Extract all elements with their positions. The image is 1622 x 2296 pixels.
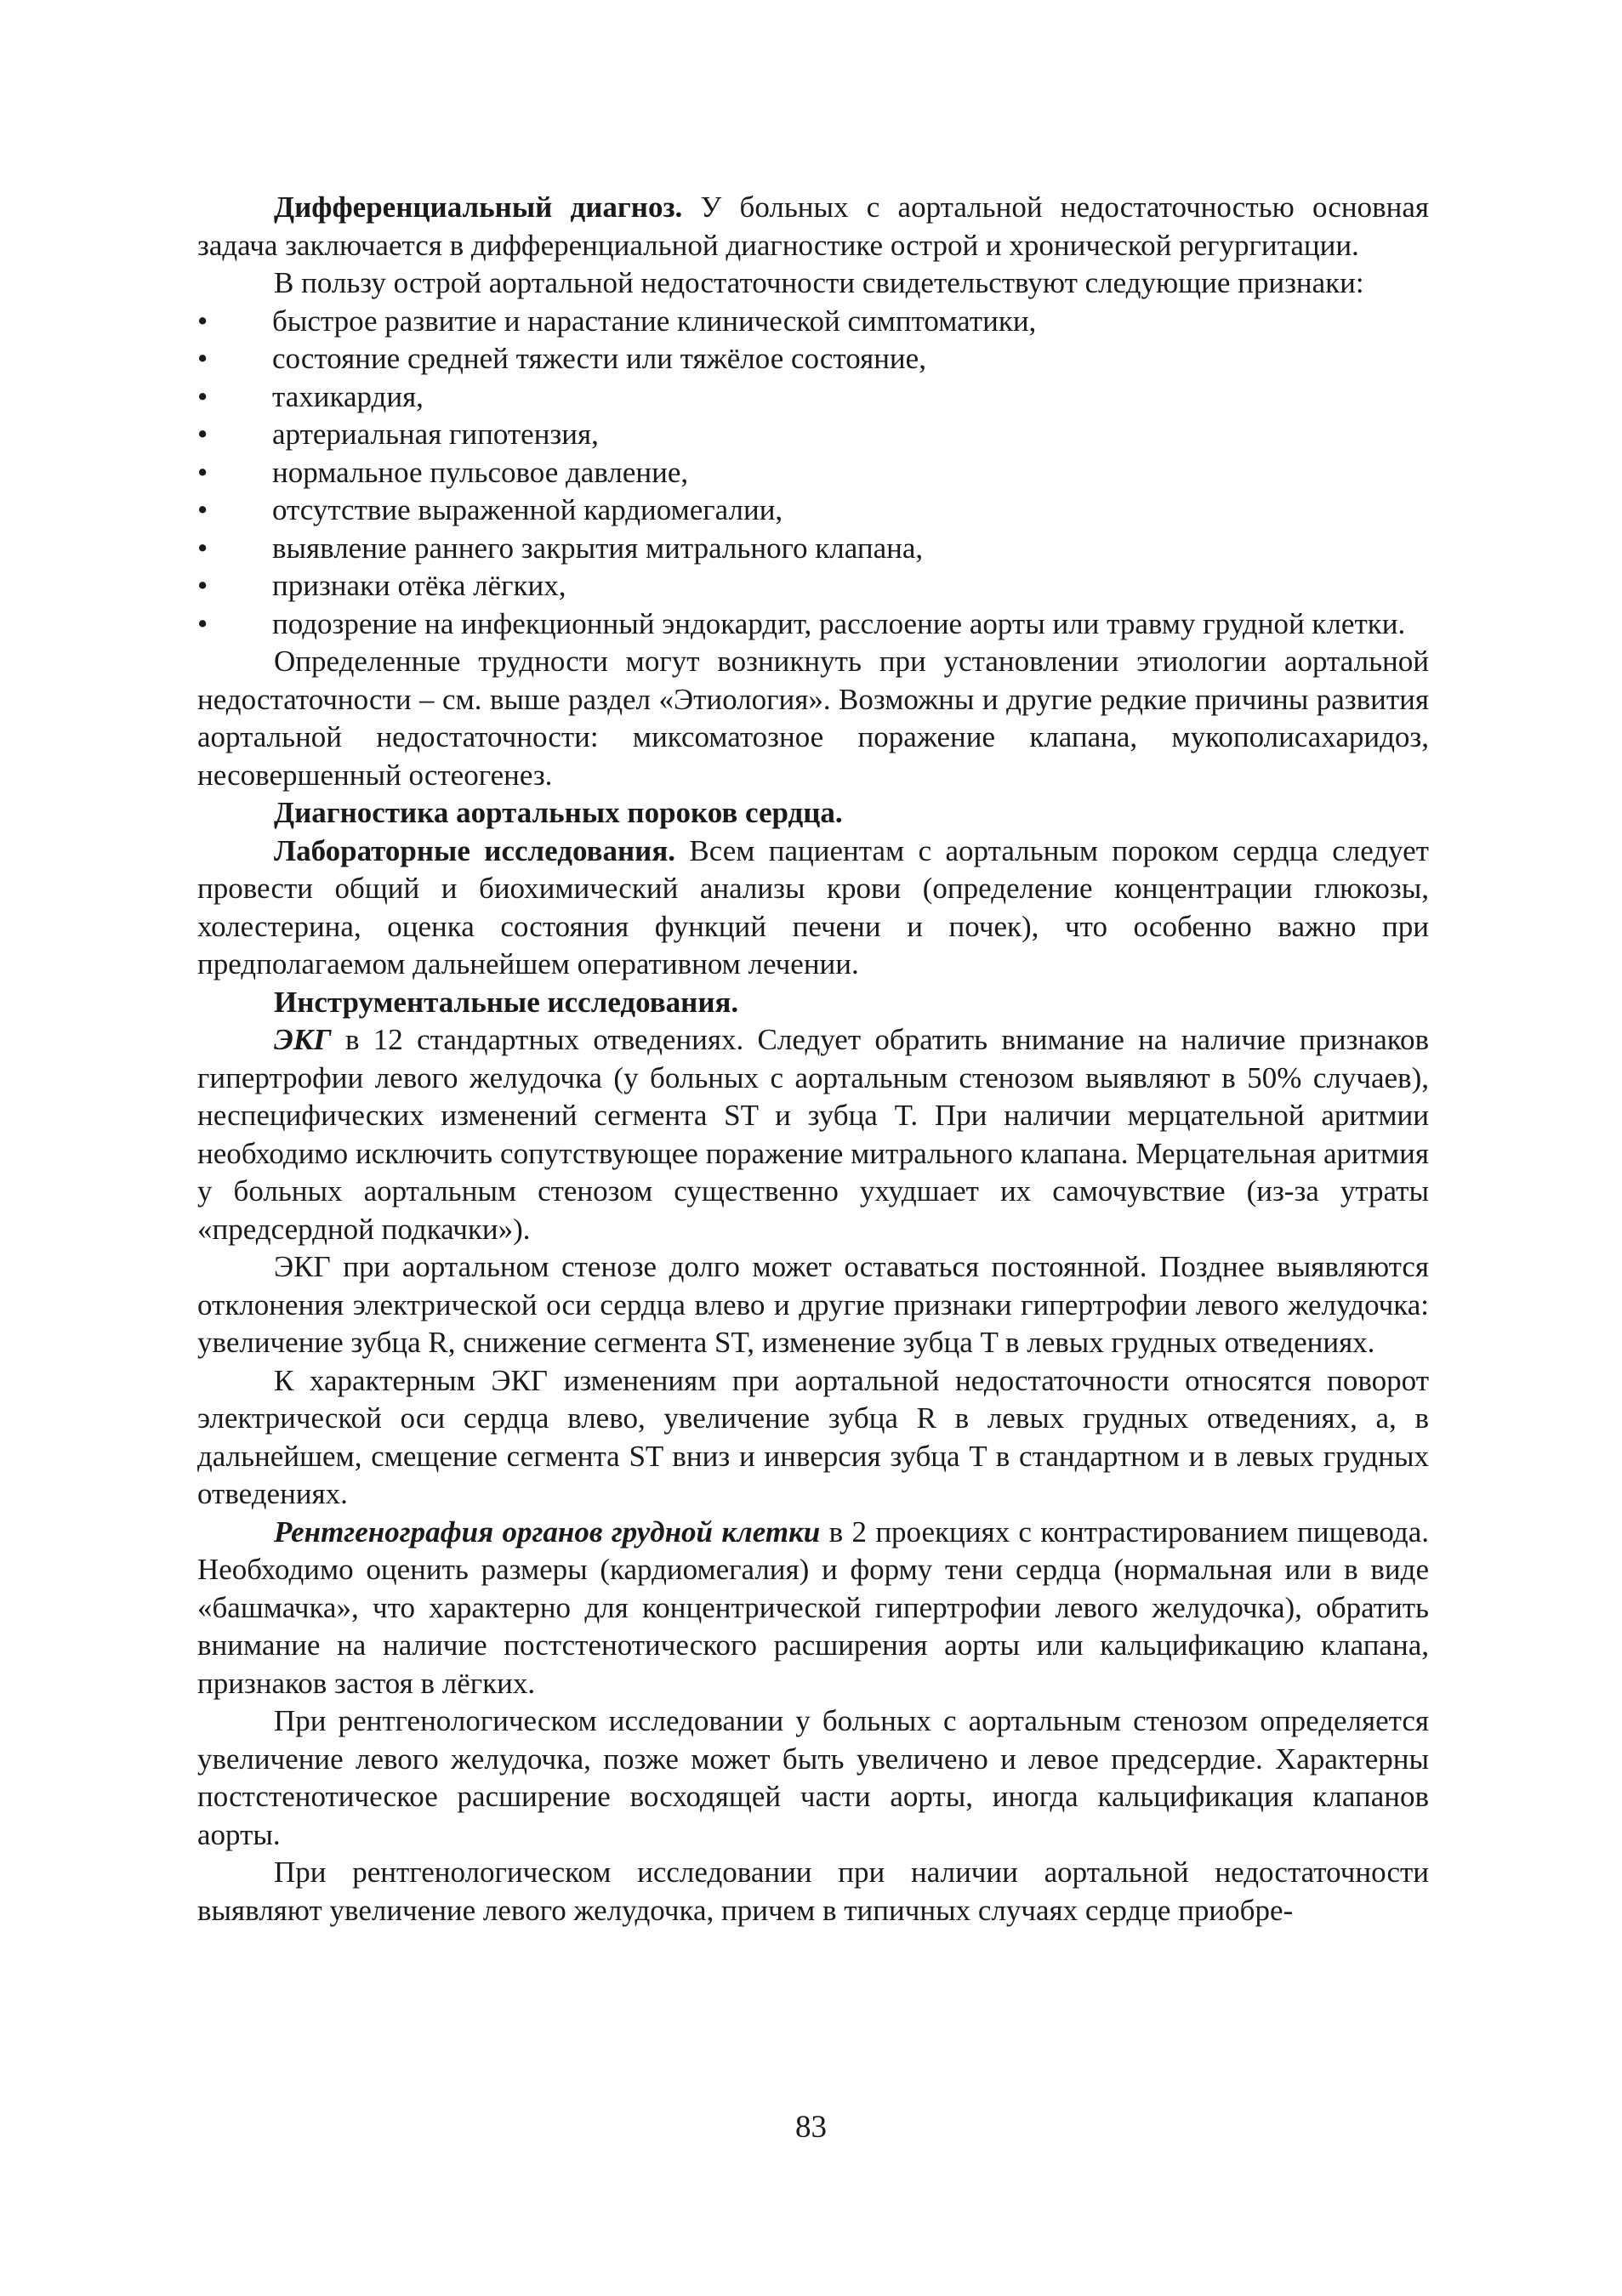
bullet-icon: • — [197, 342, 208, 375]
paragraph-ecg — [197, 1021, 1429, 1248]
heading-diagnostics: Диагностика аортальных пороков сердца. — [274, 796, 843, 829]
list-item — [197, 530, 1429, 568]
list-item — [197, 454, 1429, 492]
bullet-icon: • — [197, 606, 208, 640]
list-item-text: состояние средней тяжести или тяжёлое состояние, — [272, 342, 926, 375]
paragraph-xray-stenosis: При рентгенологическом исследовании у больных с аортальным стенозом определяется увеличение левого желудочка, позже может быть увеличено и левое предсердие. Характерны постстенотическое расширение восходящей части аорты, иногда кальцификация клапанов аорты. — [197, 1704, 1429, 1851]
laboratory-lead: Лабораторные исследования. — [274, 833, 675, 867]
page-body — [197, 189, 1429, 1929]
list-item-text: отсутствие выраженной кардиомегалии, — [272, 493, 783, 526]
list-item — [197, 492, 1429, 530]
ecg-text: в 12 стандартных отведениях. Следует обратить внимание на наличие признаков гипертрофии левого желудочка (у больных с аортальным стенозом выявляют в 50% случаев), неспецифических изменений сегмента ST и зубца T. При наличии мерцательной аритмии необходимо исключить сопутствующее поражение митрального клапана. Мерцательная аритмия у больных аортальным стенозом существенно ухудшает их самочувствие (из-за утраты «предсердной подкачки»). — [197, 1023, 1429, 1246]
list-item — [197, 340, 1429, 378]
list-item-text: быстрое развитие и нарастание клинической симптоматики, — [272, 304, 1037, 338]
bullet-icon: • — [197, 455, 208, 489]
xray-text: в 2 проекциях с контрастированием пищевода. Необходимо оценить размеры (кардиомегалия) и форму тени сердца (нормальная или в виде «башмачка», что характерно для концентрической гипертрофии левого желудочка), обратить внимание на наличие постстенотического расширения аорты или кальцификацию клапана, признаков застоя в лёгких. — [197, 1515, 1429, 1700]
xray-lead: Рентгенография органов грудной клетки — [274, 1515, 821, 1549]
laboratory-text: Всем пациентам с аортальным пороком сердца следует провести общий и биохимический анализы крови (определение концентрации глюкозы, холестерина, оценка состояния функций печени и почек), что особенно важно при предполагаемом дальнейшем оперативном лечении. — [197, 833, 1429, 980]
list-item-text: нормальное пульсовое давление, — [272, 455, 689, 489]
differential-diagnosis-text: У больных с аортальной недостаточностью основная задача заключается в дифференциальной диагностике острой и хронической регургитации. — [197, 190, 1429, 262]
differential-diagnosis-lead: Дифференциальный диагноз. — [274, 190, 683, 224]
list-item — [197, 416, 1429, 454]
list-item — [197, 605, 1429, 644]
acute-signs-list — [197, 303, 1429, 644]
bullet-icon: • — [197, 569, 208, 602]
bullet-icon: • — [197, 531, 208, 565]
paragraph-xray-insufficiency: При рентгенологическом исследовании при наличии аортальной недостаточности выявляют увеличение левого желудочка, причем в типичных случаях сердце приобре- — [197, 1856, 1429, 1927]
list-item-text: подозрение на инфекционный эндокардит, расслоение аорты или травму грудной клетки. — [272, 606, 1406, 640]
list-item-text: тахикардия, — [272, 379, 424, 413]
paragraph-differential-diagnosis — [197, 189, 1429, 264]
list-item-text: выявление раннего закрытия митрального клапана, — [272, 531, 924, 565]
list-item — [197, 378, 1429, 417]
paragraph-laboratory — [197, 833, 1429, 984]
bullet-icon: • — [197, 418, 208, 451]
paragraph-ecg-insufficiency: К характерным ЭКГ изменениям при аортальной недостаточности относятся поворот электрической оси сердца влево, увеличение зубца R в левых грудных отведениях, а, в дальнейшем, смещение сегмента ST вниз и инверсия зубца T в стандартном и в левых грудных отведениях. — [197, 1363, 1429, 1510]
list-item — [197, 567, 1429, 605]
paragraph-acute-intro: В пользу острой аортальной недостаточности свидетельствуют следующие признаки: — [274, 266, 1364, 299]
paragraph-ecg-stenosis: ЭКГ при аортальном стенозе долго может оставаться постоянной. Позднее выявляются отклонения электрической оси сердца влево и другие признаки гипертрофии левого желудочка: увеличение зубца R, снижение сегмента ST, изменение зубца T в левых грудных отведениях. — [197, 1250, 1429, 1359]
bullet-icon: • — [197, 304, 208, 338]
paragraph-xray — [197, 1514, 1429, 1703]
page-number: 83 — [795, 2110, 827, 2145]
heading-instrumental: Инструментальные исследования. — [274, 985, 739, 1019]
bullet-icon: • — [197, 379, 208, 413]
list-item-text: признаки отёка лёгких, — [272, 569, 566, 602]
list-item — [197, 303, 1429, 341]
list-item-text: артериальная гипотензия, — [272, 418, 599, 451]
paragraph-etiology: Определенные трудности могут возникнуть при установлении этиологии аортальной недостаточности – см. выше раздел «Этиология». Возможны и другие редкие причины развития аортальной недостаточности: миксоматозное поражение клапана, мукополисахаридоз, несовершенный остеогенез. — [197, 645, 1429, 792]
bullet-icon: • — [197, 493, 208, 526]
ecg-lead: ЭКГ — [274, 1023, 332, 1056]
